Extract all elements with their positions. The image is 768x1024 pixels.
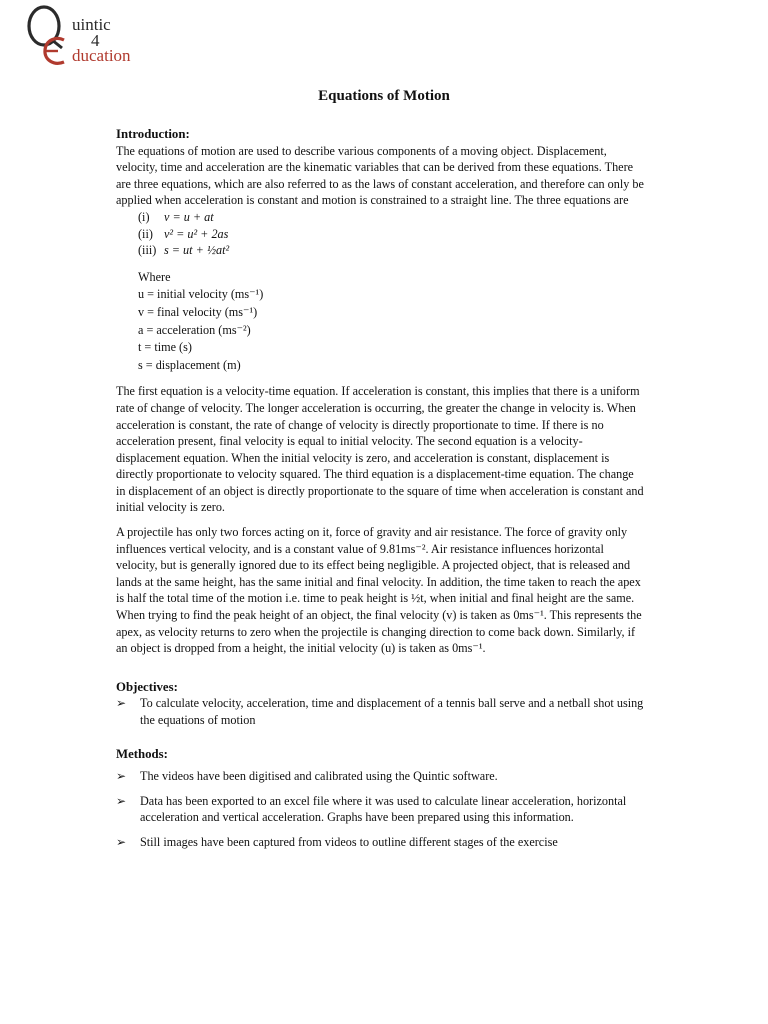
introduction-heading: Introduction: — [116, 127, 190, 141]
quintic-education-logo — [24, 2, 154, 68]
equation-formula: v = u + at — [164, 209, 214, 224]
method-text: The videos have been digitised and calibrated using the Quintic software. — [140, 769, 498, 784]
equation-formula: v² = u² + 2as — [164, 226, 229, 241]
arrow-bullet-icon: ➢ — [116, 834, 127, 849]
where-label: Where — [138, 269, 171, 284]
variable-definition: s = displacement (m) — [138, 357, 241, 372]
objective-text: To calculate velocity, acceleration, time and displacement of a tennis ball serve and a netball shot using the equations of motion — [140, 696, 644, 727]
introduction-paragraph: The equations of motion are used to describe various components of a moving object. Displacement, velocity, time and acceleration are the kinematic variables that can be derived from these equations. There are three equations, which are also referred to as the laws of constant acceleration, and therefore can only be applied when acceleration is constant and motion is constrained to a straight line. The three equations are — [116, 143, 644, 208]
variable-definition: t = time (s) — [138, 340, 192, 355]
equation-number: (i) — [138, 209, 150, 224]
projectile-paragraph: A projectile has only two forces acting on it, force of gravity and air resistance. The force of gravity only influences vertical velocity, and is a constant value of 9.81ms⁻². Air resistance influences horizontal velocity, but is generally ignored due to its effect being negligible. A projected object, that is released and lands at the same height, has the same initial and final velocity. In addition, the time taken to reach the apex is half the total time of the motion i.e. time to peak height is ½t, when initial and final height are the same. When trying to find the peak height of an object, the final velocity (v) is taken as 0ms⁻¹. This represents the apex, as velocity returns to zero when the projectile is changing direction to come back down. Similarly, if an object is dropped from a height, the initial velocity (u) is taken as 0ms⁻¹. — [116, 525, 642, 656]
document-body — [116, 126, 644, 859]
variable-definition: a = acceleration (ms⁻²) — [138, 322, 251, 337]
equation-item — [116, 226, 644, 243]
methods-heading: Methods: — [116, 746, 168, 761]
equation-number: (ii) — [138, 226, 153, 241]
variable-definition: u = initial velocity (ms⁻¹) — [138, 287, 264, 302]
equation-item — [116, 209, 644, 226]
method-text: Data has been exported to an excel file where it was used to calculate linear acceleration, horizontal acceleration and vertical acceleration. Graphs have been prepared using this information. — [140, 793, 627, 825]
equation-item — [116, 242, 644, 259]
equations-list — [116, 209, 644, 259]
method-item — [116, 768, 644, 785]
equation-number: (iii) — [138, 243, 157, 258]
method-text: Still images have been captured from videos to outline different stages of the exercise — [140, 834, 558, 849]
objectives-heading: Objectives: — [116, 679, 178, 694]
logo-text-line3: ducation — [72, 46, 131, 65]
objective-item — [116, 695, 644, 728]
logo-text-line1: uintic — [72, 15, 111, 34]
arrow-bullet-icon: ➢ — [116, 793, 127, 808]
page-title: Equations of Motion — [318, 88, 450, 104]
method-item — [116, 793, 644, 826]
method-item — [116, 834, 644, 851]
arrow-bullet-icon: ➢ — [116, 696, 127, 711]
equation-formula: s = ut + ½at² — [164, 243, 230, 258]
logo-text-line2: 4 — [91, 31, 100, 50]
arrow-bullet-icon: ➢ — [116, 769, 127, 784]
equations-explanation-paragraph: The first equation is a velocity-time equation. If acceleration is constant, this implies that there is a uniform rate of change of velocity. The longer acceleration is occurring, the greater the change in velocity is. When acceleration is constant, the rate of change of velocity is directly proportionate to time. If there is no acceleration present, final velocity is equal to initial velocity. The second equation is a velocity-displacement equation. When the initial velocity is zero, and acceleration is constant, displacement is directly proportionate to velocity squared. The third equation is a displacement-time equation. The change in displacement of an object is directly proportionate to the square of time when acceleration is constant and initial velocity is zero. — [116, 384, 644, 515]
variable-definition: v = final velocity (ms⁻¹) — [138, 304, 258, 319]
